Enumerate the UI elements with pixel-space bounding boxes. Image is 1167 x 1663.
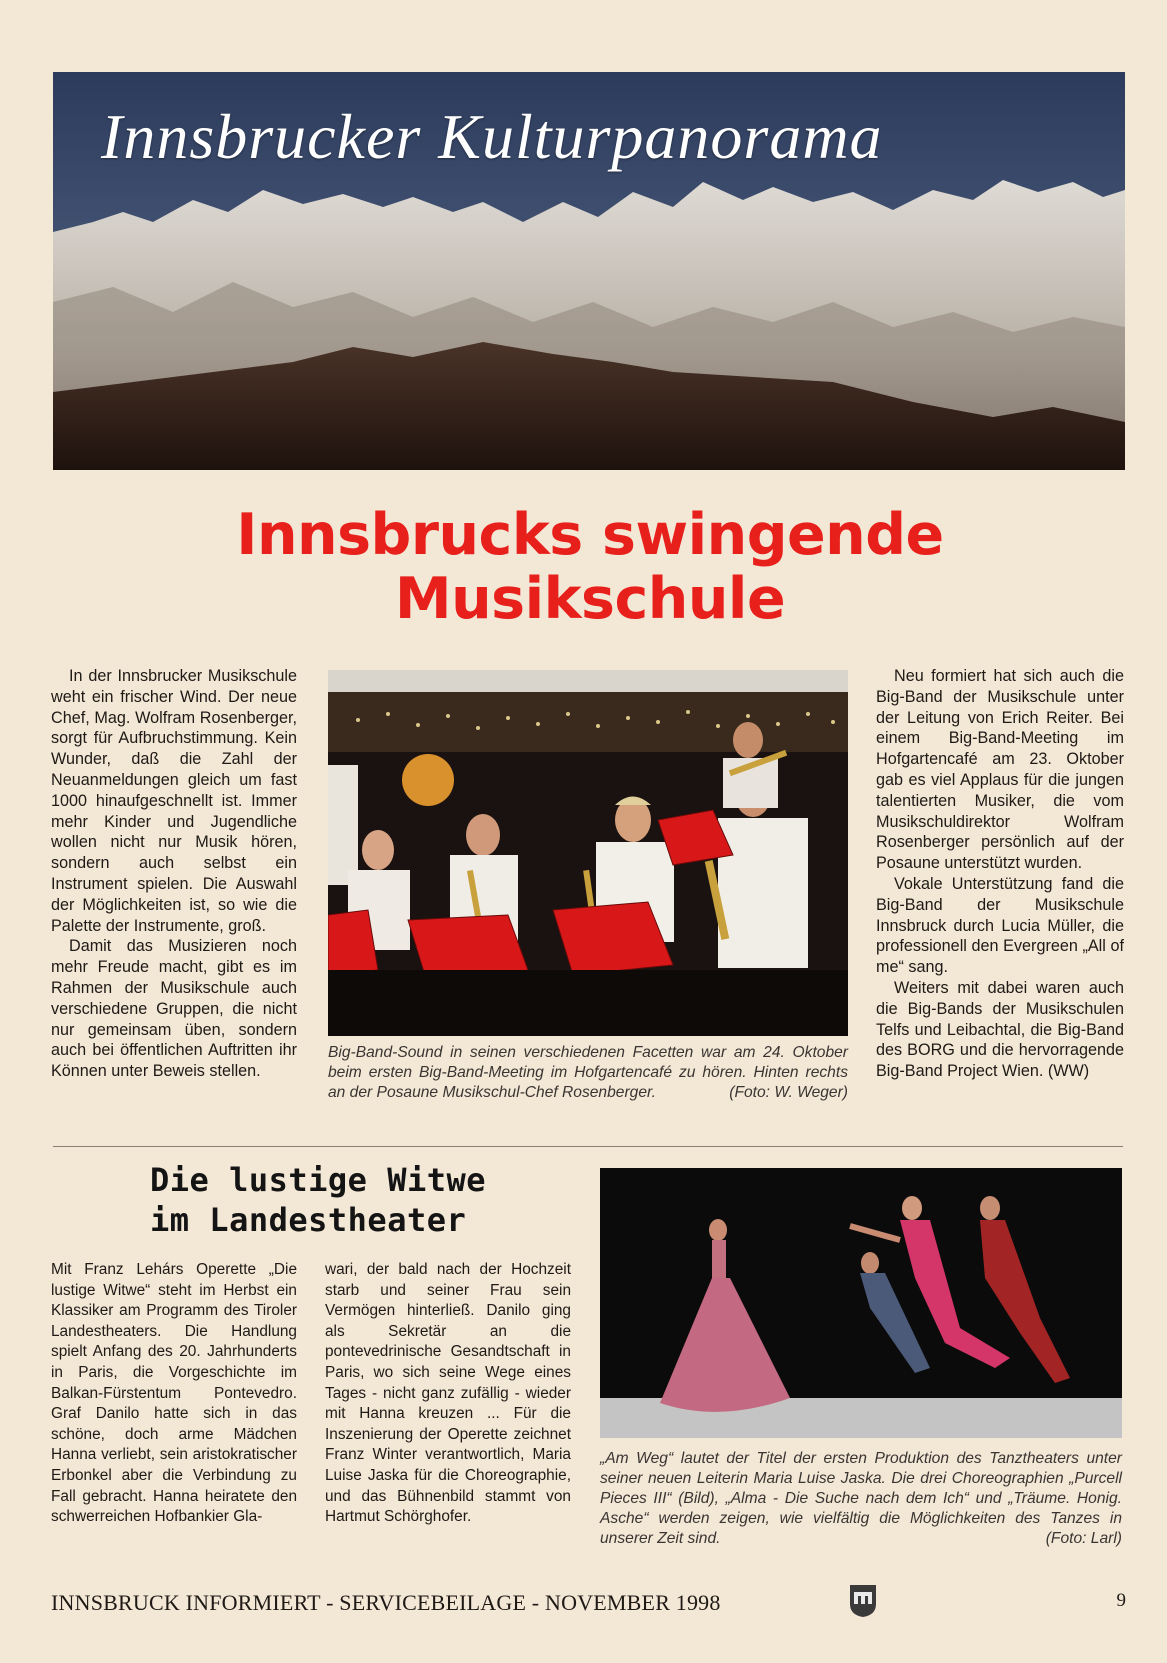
second-headline-line-1: Die lustige Witwe bbox=[150, 1161, 487, 1199]
big-band-caption bbox=[328, 1043, 848, 1103]
header-banner bbox=[53, 72, 1125, 470]
second-article-middle-column bbox=[325, 1260, 571, 1528]
article-paragraph: wari, der bald nach der Hochzeit starb und seiner Frau sein Vermögen hinterließ. Danilo ging als Sekretär an die pontevedrinische Gesandtschaft in Paris, wo sich seine Wege eines Tages - nicht ganz zufällig - wieder mit Hanna kreuzen ... Für die Inszenierung der Operette zeichnet Franz Winter verantwortlich, Maria Luise Jaska für die Choreographie, und das Bühnenbild stammt von Hartmut Schörghofer. bbox=[325, 1261, 571, 1526]
article-left-column bbox=[51, 666, 297, 1082]
second-headline-line-2: im Landestheater bbox=[150, 1201, 467, 1239]
article-paragraph: In der Innsbrucker Musikschule weht ein frischer Wind. Der neue Chef, Mag. Wolfram Rosenberger, sorgt für Aufbruchstimmung. Kein Wunder, daß die Zahl der Neuanmeldungen gleich um fast 1000 hinaufgeschnellt ist. Immer mehr Kinder und Jugendliche wollen nicht nur Musik hören, sondern auch selbst ein Instrument spielen. Die Auswahl der Möglichkeiten ist, so wie die Palette der Instrumente, groß. bbox=[51, 667, 297, 935]
article-headline bbox=[140, 503, 1040, 631]
headline-line-2: Musikschule bbox=[394, 566, 786, 632]
headline-line-1: Innsbrucks swingende bbox=[236, 502, 944, 568]
article-paragraph: Damit das Musizieren noch mehr Freude macht, gibt es im Rahmen der Musikschule auch verschiedene Gruppen, die nicht nur gemeinsam üben, sondern auch bei öffentlichen Auftritten ihr Können unter Beweis stellen. bbox=[51, 937, 297, 1081]
article-paragraph: Vokale Unterstützung fand die Big-Band der Musikschule Innsbruck durch Lucia Müller, die professionell den Evergreen „All of me“ sang. bbox=[876, 874, 1124, 977]
second-article-left-column bbox=[51, 1260, 297, 1528]
article-right-column bbox=[876, 666, 1124, 1082]
caption-text: „Am Weg“ lautet der Titel der ersten Produktion des Tanztheaters unter seiner neuen Leiterin Maria Luise Jaska. Die drei Choreographien „Purcell Pieces III“ (Bild), „Alma - Die Suche nach dem Ich“ und „Träume. Honig. Asche“ werden zeigen, wie vielfältig die Möglichkeiten des Tanzes in unserer Zeit sind. bbox=[600, 1450, 1122, 1547]
photo-credit: (Foto: W. Weger) bbox=[729, 1084, 848, 1101]
section-divider bbox=[53, 1146, 1123, 1147]
footer-publication: INNSBRUCK INFORMIERT - SERVICEBEILAGE - NOVEMBER 1998 bbox=[51, 1590, 721, 1615]
article-paragraph: Mit Franz Lehárs Operette „Die lustige Witwe“ steht im Herbst ein Klassiker am Programm des Tiroler Landestheaters. Die Handlung spielt Anfang des 20. Jahrhunderts in Paris, die Vorgeschichte im Balkan-Fürstentum Pontevedro. Graf Danilo hatte sich in das schöne, doch arme Mädchen Hanna verliebt, sein aristokratischer Erbonkel aber die Verbindung zu Fall gebracht. Hanna heiratete den schwerreichen Hofbankier Gla- bbox=[51, 1261, 297, 1526]
banner-title: Innsbrucker Kulturpanorama bbox=[101, 101, 883, 172]
page-number: 9 bbox=[1116, 1590, 1126, 1611]
article-paragraph: Neu formiert hat sich auch die Big-Band der Musikschule unter der Leitung von Erich Reiter. Bei einem Big-Band-Meeting im Hofgartencafé am 23. Oktober gab es viel Applaus für die jungen talentierten Musiker, die vom Musikschuldirektor Wolfram Rosenberger persönlich auf der Posaune unterstützt wurden. bbox=[876, 667, 1124, 873]
article-paragraph: Weiters mit dabei waren auch die Big-Bands der Musikschulen Telfs und Leibachtal, die Big-Band des BORG und die hervorragende Big-Band Project Wien. (WW) bbox=[876, 978, 1124, 1081]
dance-caption bbox=[600, 1449, 1122, 1549]
photo-credit: (Foto: Larl) bbox=[1045, 1530, 1122, 1547]
dance-photo bbox=[600, 1168, 1122, 1438]
big-band-photo bbox=[328, 670, 848, 1036]
second-article-headline bbox=[150, 1160, 490, 1240]
big-band-illustration bbox=[328, 670, 848, 1036]
caption-text: Big-Band-Sound in seinen verschiedenen Facetten war am 24. Oktober beim ersten Big-Band-Meeting im Hofgartencafé zu hören. Hinten rechts an der Posaune Musikschul-Chef Rosenberger. bbox=[328, 1044, 848, 1101]
dance-illustration bbox=[600, 1168, 1122, 1438]
city-crest-icon bbox=[849, 1584, 877, 1618]
